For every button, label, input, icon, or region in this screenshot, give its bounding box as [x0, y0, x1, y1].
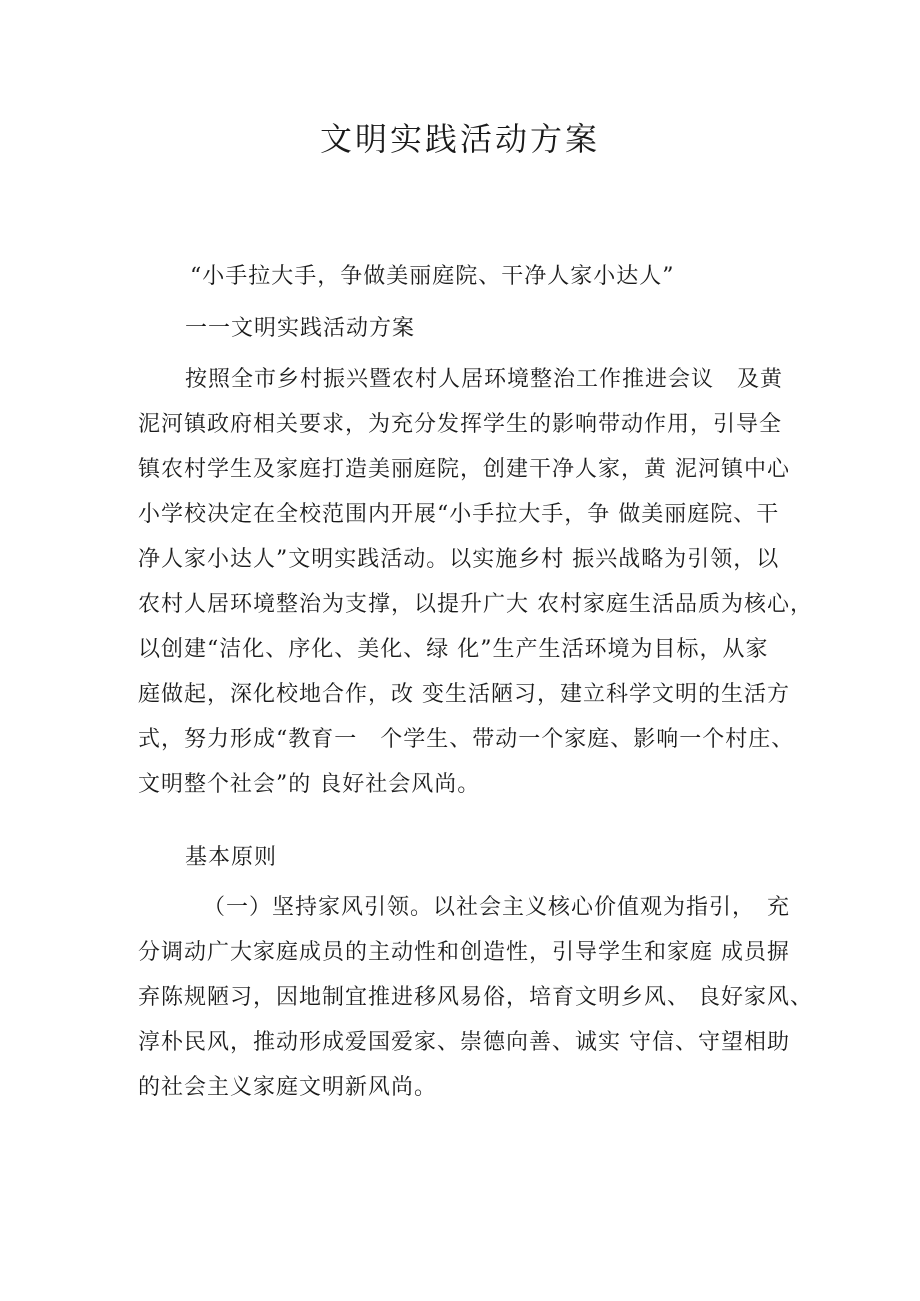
intro-line: 庭做起，深化校地合作，改 变生活陋习，建立科学文明的生活方 [138, 682, 790, 707]
intro-line: 镇农村学生及家庭打造美丽庭院，创建干净人家，黄 泥河镇中心 [138, 457, 790, 482]
principle-line: 的社会主义家庭文明新风尚。 [138, 1075, 438, 1100]
document-subtitle-dash: 一一文明实践活动方案 [185, 316, 416, 341]
principle-line: 分调动广大家庭成员的主动性和创造性，引导学生和家庭 成员摒 [138, 940, 790, 965]
principle-line: 弃陈规陋习，因地制宜推进移风易俗，培育文明乡风、 良好家风、 [138, 985, 813, 1010]
intro-line: 泥河镇政府相关要求，为充分发挥学生的影响带动作用，引导全 [138, 412, 783, 437]
document-title: 文明实践活动方案 [319, 120, 600, 158]
intro-line: 文明整个社会”的 良好社会风尚。 [138, 772, 481, 797]
intro-line: 小学校决定在全校范围内开展“小手拉大手，争 做美丽庭院、干 [138, 502, 780, 527]
intro-line: 式，努力形成“教育一 个学生、带动一个家庭、影响一个村庄、 [138, 727, 795, 752]
principle-line: （一）坚持家风引领。以社会主义核心价值观为指引， 充 [203, 895, 791, 920]
intro-line: 净人家小达人”文明实践活动。以实施乡村 振兴战略为引领，以 [138, 547, 780, 572]
intro-line: 按照全市乡村振兴暨农村人居环境整治工作推进会议 及黄 [185, 367, 784, 392]
document-subtitle: “小手拉大手，争做美丽庭院、干净人家小达人” [190, 264, 675, 289]
intro-line: 农村人居环境整治为支撑，以提升广大 农村家庭生活品质为核心， [138, 592, 813, 617]
principle-line: 淳朴民风，推动形成爱国爱家、崇德向善、诚实 守信、守望相助 [138, 1030, 790, 1055]
intro-line: 以创建“洁化、序化、美化、绿 化”生产生活环境为目标，从家 [138, 637, 769, 662]
section-heading: 基本原则 [185, 845, 278, 870]
